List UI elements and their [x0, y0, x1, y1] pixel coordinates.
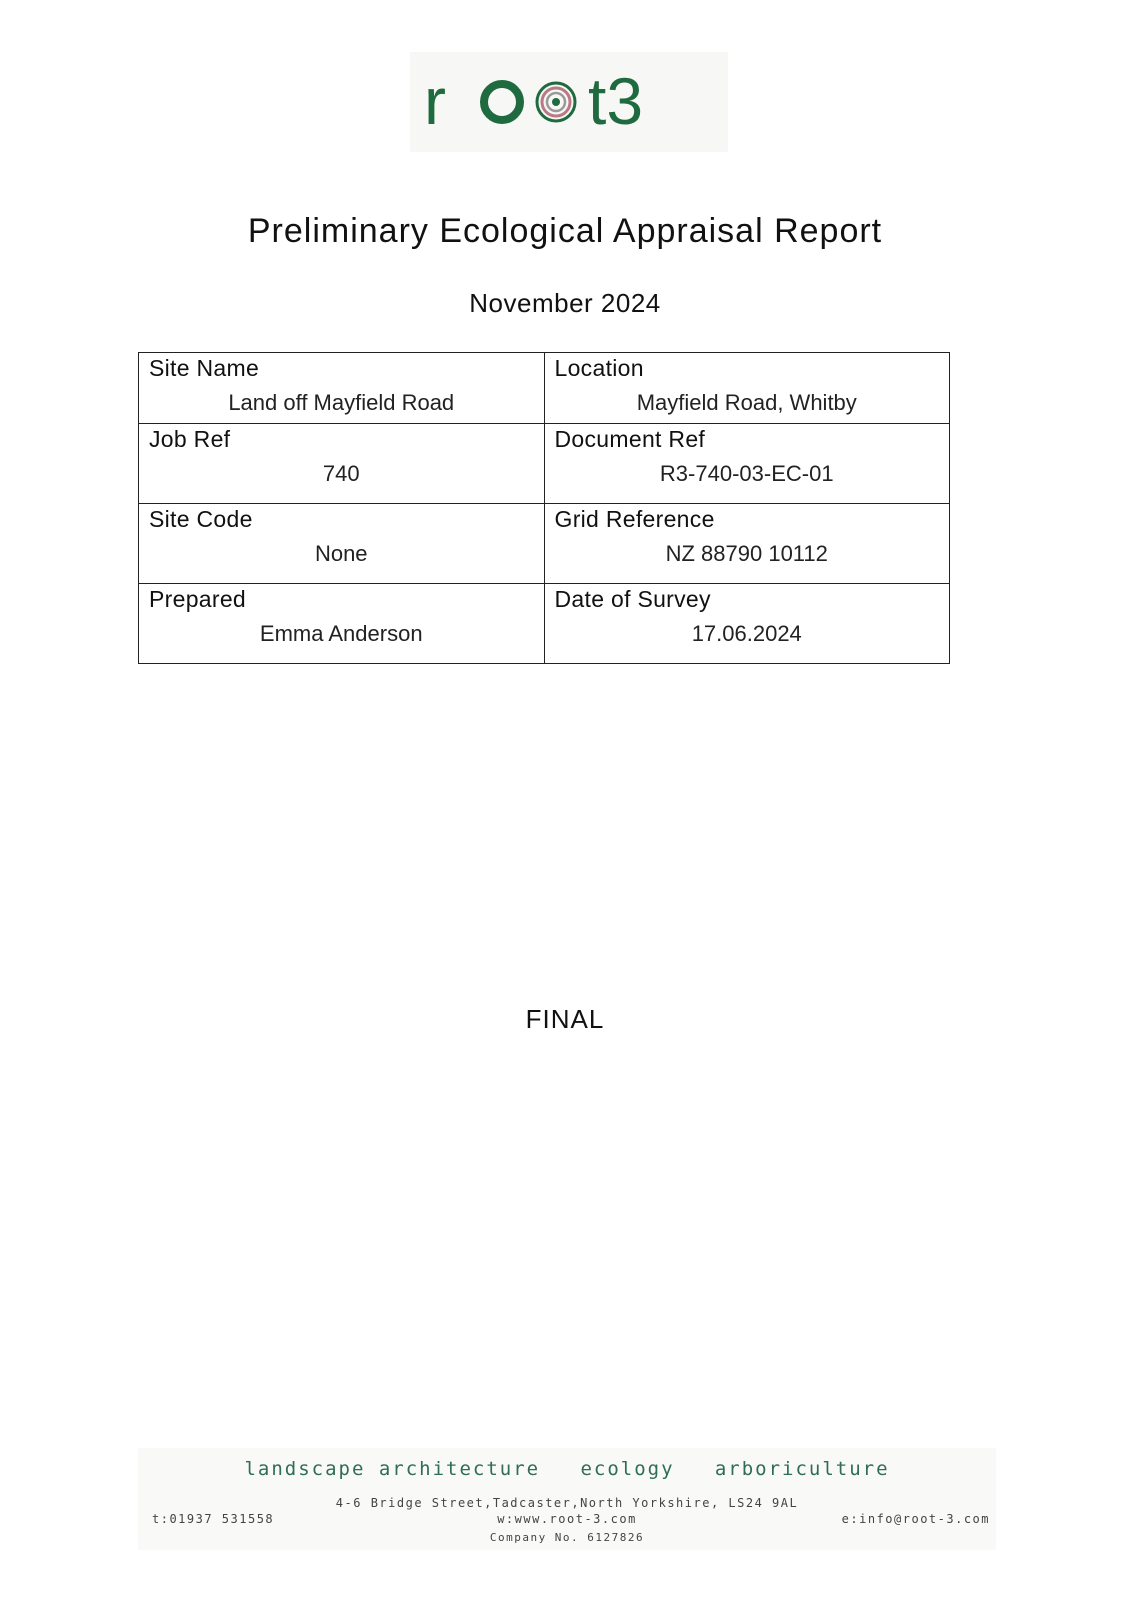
table-row [139, 504, 950, 584]
logo-letters-t3: t3 [588, 64, 644, 138]
date-of-survey-label: Date of Survey [554, 586, 711, 612]
footer-address: 4-6 Bridge Street,Tadcaster,North Yorkshire, LS24 9AL [335, 1496, 799, 1510]
site-name-value: Land off Mayfield Road [228, 390, 455, 415]
report-details-table [138, 352, 950, 664]
prepared-value: Emma Anderson [259, 621, 423, 646]
footer-services [138, 1458, 996, 1480]
footer-service-ecology: ecology [580, 1458, 675, 1480]
footer-website: w:www.root-3.com [497, 1512, 637, 1526]
document-ref-label: Document Ref [554, 426, 706, 452]
table-cell [139, 584, 545, 664]
footer-telephone: t:01937 531558 [152, 1512, 275, 1526]
prepared-label: Prepared [149, 586, 247, 612]
footer-company-number: Company No. 6127826 [489, 1531, 645, 1544]
table-row [139, 424, 950, 504]
table-cell [139, 424, 545, 504]
report-date: November 2024 [469, 288, 661, 318]
page-footer [138, 1448, 996, 1550]
site-code-label: Site Code [149, 506, 253, 532]
location-value: Mayfield Road, Whitby [636, 390, 857, 415]
root3-logo-graphic [410, 52, 728, 152]
company-logo [410, 52, 728, 152]
table-row [139, 584, 950, 664]
footer-service-landscape: landscape architecture [244, 1458, 541, 1480]
date-of-survey-value: 17.06.2024 [691, 621, 802, 646]
job-ref-label: Job Ref [149, 426, 231, 452]
table-cell [544, 504, 950, 584]
site-name-label: Site Name [149, 355, 260, 381]
logo-target-icon [537, 83, 575, 121]
report-status: FINAL [525, 1004, 605, 1034]
footer-service-arboriculture: arboriculture [714, 1458, 890, 1480]
table-cell [544, 424, 950, 504]
table-cell [544, 353, 950, 424]
table-cell [139, 353, 545, 424]
footer-email: e:info@root-3.com [841, 1512, 990, 1526]
table-row [139, 353, 950, 424]
job-ref-value: 740 [322, 461, 360, 486]
grid-reference-value: NZ 88790 10112 [665, 541, 828, 566]
logo-letter-o [484, 84, 520, 120]
document-ref-value: R3-740-03-EC-01 [659, 461, 834, 486]
table-cell [544, 584, 950, 664]
table-cell [139, 504, 545, 584]
report-title: Preliminary Ecological Appraisal Report [247, 212, 883, 250]
logo-letter-r: r [424, 64, 446, 138]
site-code-value: None [314, 541, 368, 566]
grid-reference-label: Grid Reference [554, 506, 715, 532]
location-label: Location [554, 355, 644, 381]
